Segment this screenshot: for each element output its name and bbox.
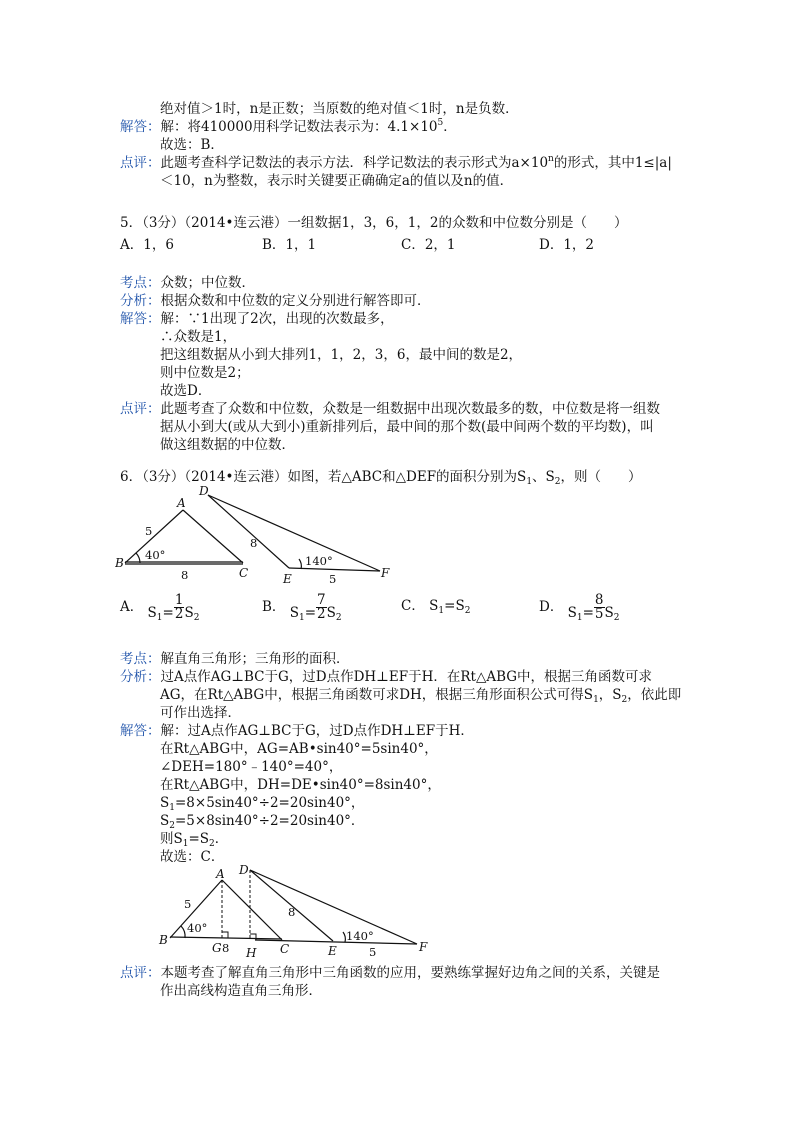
angle-label: 40° bbox=[145, 548, 166, 562]
vertex-label: B bbox=[159, 933, 168, 947]
side-ef bbox=[289, 568, 380, 571]
prev-review: 点评：此题考查科学记数法的表示方法．科学记数法的表示形式为$a\times 10^n$的形式，其中1≤|a| bbox=[120, 154, 672, 171]
prev-choice: 故选：B． bbox=[160, 137, 224, 153]
q5-analysis: 分析：根据众数和中位数的定义分别进行解答即可． bbox=[120, 293, 431, 309]
prev-line: 绝对值＞1时，n是正数；当原数的绝对值＜1时，n是负数． bbox=[160, 101, 519, 117]
q6-point: 考点：解直角三角形；三角形的面积． bbox=[120, 651, 350, 667]
angle-label: 140° bbox=[346, 929, 374, 943]
q6-answer-line: 故选：C． bbox=[160, 849, 225, 865]
prev-answer: 解答：解：将410000用科学记数法表示为：$4.1\times 10^5$． bbox=[120, 118, 457, 135]
q5-answer-line: 故选D． bbox=[160, 383, 212, 399]
angle-label: 40° bbox=[187, 921, 208, 935]
q6-answer-line: 则$S_1=S_2$． bbox=[160, 831, 229, 849]
length-label: 5 bbox=[329, 572, 337, 585]
angle-arc bbox=[299, 559, 301, 569]
vertex-label: G bbox=[212, 941, 222, 955]
length-label: 8 bbox=[288, 905, 296, 919]
length-label: 8 bbox=[250, 536, 258, 550]
q6-review: 点评：本题考查了解直角三角形中三角函数的应用，要熟练掌握好边角之间的关系，关键是 bbox=[120, 965, 660, 981]
q5-stem: 5．（3分）（2014•连云港）一组数据1，3，6，1，2的众数和中位数分别是（ ） bbox=[120, 215, 628, 231]
vertex-label: A bbox=[216, 867, 225, 881]
q5-review-line: 做这组数据的中位数． bbox=[160, 437, 295, 453]
q6-answer-line: ∠DEH=180°﹣140°=40°， bbox=[160, 759, 343, 775]
q5-option-b: B．1，1 bbox=[262, 237, 317, 253]
side-bc bbox=[170, 937, 282, 939]
side-df bbox=[208, 495, 380, 571]
q6-analysis-line: 可作出选择． bbox=[160, 705, 241, 721]
q6-answer-line: 在Rt△ABG中，AG=AB•sin40°=5sin40°， bbox=[160, 741, 438, 757]
vertex-label: F bbox=[419, 940, 428, 954]
q6-answer-line: $S_2=5\times 8\sin 40^\circ\div 2=20\sin 40^\circ$． bbox=[160, 813, 365, 831]
prev-review-line2: ＜10，n为整数，表示时关键要正确确定a的值以及n的值． bbox=[160, 173, 514, 189]
angle-arc bbox=[343, 932, 345, 942]
q6-answer: 解答：解：过A点作AG⊥BC于G，过D点作DH⊥EF于H． bbox=[120, 723, 474, 739]
angle-label: 140° bbox=[305, 554, 333, 568]
q5-answer-line: ∴众数是1， bbox=[160, 329, 237, 345]
length-label: 8 bbox=[222, 941, 230, 955]
length-label: 5 bbox=[369, 945, 377, 959]
q6-review-line: 作出高线构造直角三角形． bbox=[160, 983, 322, 999]
solution-figure bbox=[155, 860, 440, 960]
side-de bbox=[208, 495, 289, 568]
length-label: 5 bbox=[184, 897, 192, 911]
length-label: 5 bbox=[145, 524, 153, 538]
vertex-label: C bbox=[239, 566, 249, 580]
vertex-label: A bbox=[177, 496, 186, 510]
q6-option-a: A． $S_1=$ $\frac{1}{2}$ $S_2$ bbox=[120, 592, 200, 623]
q5-review-line: 据从小到大(或从大到小)重新排列后，最中间的那个数(最中间两个数的平均数)，叫 bbox=[160, 419, 654, 435]
q5-option-c: C．2，1 bbox=[401, 237, 456, 253]
q6-answer-line: 在Rt△ABG中，DH=DE•sin40°=8sin40°， bbox=[160, 777, 441, 793]
angle-arc bbox=[181, 926, 185, 938]
q6-stem: 6．（3分）（2014•连云港）如图，若△ABC和△DEF的面积分别为$S_1$、$S_2$，则（ ） bbox=[120, 469, 642, 487]
q6-option-c: C． $S_1=S_2$ bbox=[401, 598, 471, 616]
length-label: 8 bbox=[181, 568, 189, 582]
vertex-label: F bbox=[381, 566, 390, 580]
triangle-figure bbox=[115, 485, 395, 585]
answer-label: 解答： bbox=[120, 119, 161, 135]
q6-option-b: B． $S_1=$ $\frac{7}{2}$ $S_2$ bbox=[262, 592, 342, 623]
q5-answer: 解答：解：∵1出现了2次，出现的次数最多， bbox=[120, 311, 394, 327]
q5-point: 考点：众数；中位数． bbox=[120, 275, 255, 291]
right-angle-mark bbox=[222, 932, 228, 938]
vertex-label: E bbox=[328, 944, 337, 958]
q6-answer-line: $S_1=8\times 5\sin 40^\circ\div 2=20\sin 40^\circ$， bbox=[160, 795, 365, 813]
vertex-label: C bbox=[280, 942, 290, 956]
vertex-label: H bbox=[246, 946, 257, 960]
q5-option-d: D．1，2 bbox=[539, 237, 595, 253]
q5-option-a: A．1，6 bbox=[120, 237, 174, 253]
review-label: 点评： bbox=[120, 155, 161, 171]
q6-analysis: 分析：过A点作AG⊥BC于G，过D点作DH⊥EF于H．在Rt△ABG中，根据三角函数可求 bbox=[120, 669, 653, 685]
vertex-label: B bbox=[115, 556, 124, 570]
q6-option-d: D． $S_1=$ $\frac{8}{5}$ $S_2$ bbox=[539, 592, 620, 623]
vertex-label: E bbox=[283, 572, 292, 585]
q5-answer-line: 则中位数是2； bbox=[160, 365, 250, 381]
q5-review: 点评：此题考查了众数和中位数，众数是一组数据中出现次数最多的数，中位数是将一组数 bbox=[120, 401, 660, 417]
q6-analysis-line: AG，在Rt△ABG中，根据三角函数可求DH，根据三角形面积公式可得$S_1$，$S_2$，依此即 bbox=[160, 687, 682, 705]
vertex-label: D bbox=[239, 863, 249, 877]
q5-answer-line: 把这组数据从小到大排列1，1，2，3，6，最中间的数是2， bbox=[160, 347, 523, 363]
vertex-label: D bbox=[199, 485, 209, 498]
